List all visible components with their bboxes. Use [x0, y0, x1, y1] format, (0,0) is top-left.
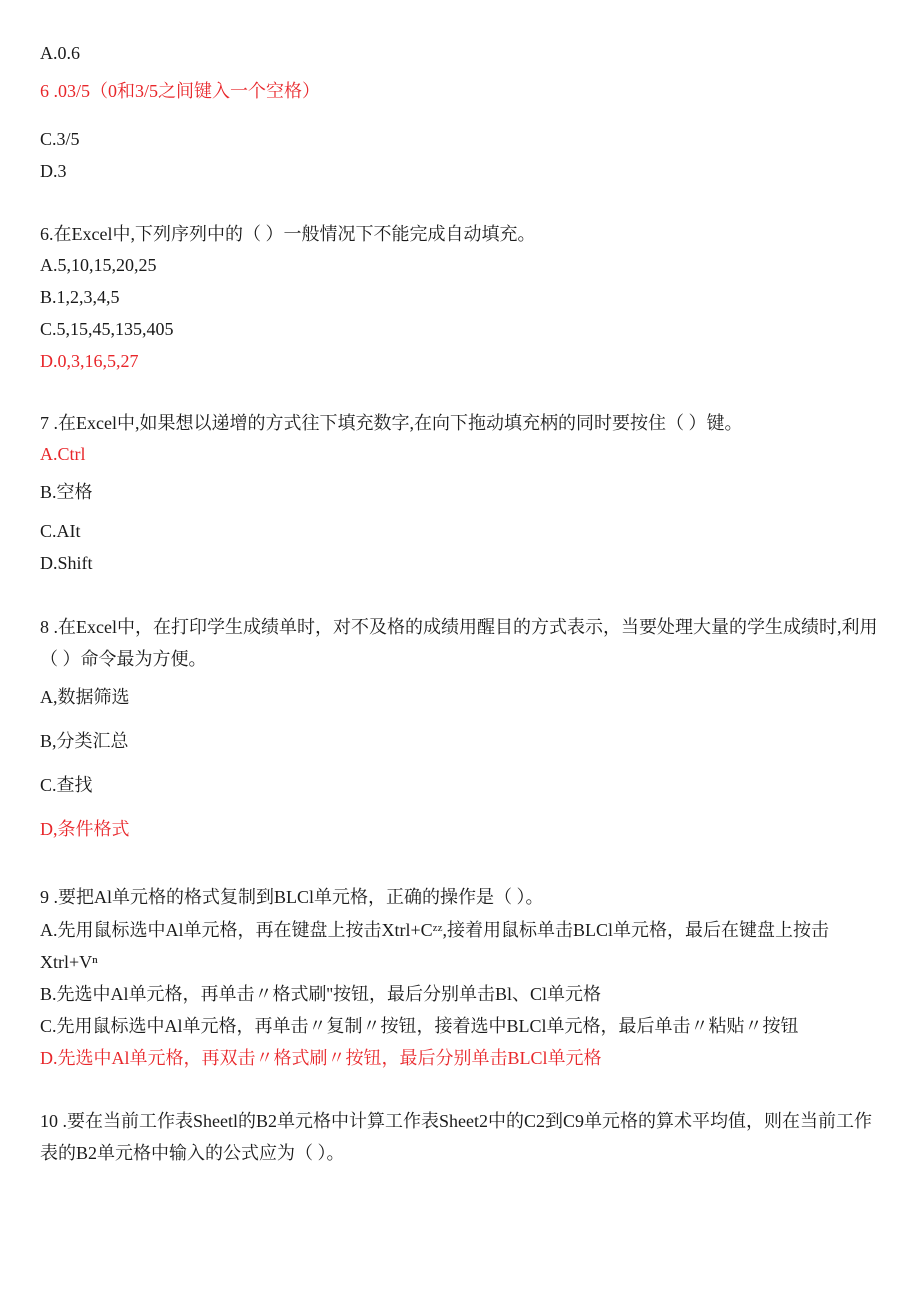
- q9-option-b: B.先选中Al单元格，再单击〃格式刷''按钮，最后分别单击Bl、Cl单元格: [40, 984, 602, 1004]
- q8-option-d-correct: D,条件格式: [40, 819, 130, 839]
- q5-option-b-correct: 6 .03/5（0和3/5之间键入一个空格）: [40, 81, 321, 101]
- q9-option-d-correct: D.先选中Al单元格，再双击〃格式刷〃按钮，最后分别单击BLCl单元格: [40, 1048, 602, 1068]
- q5-option-a: A.0.6: [40, 43, 80, 63]
- q9-question: 9 .要把Al单元格的格式复制到BLCl单元格，正确的操作是（ ）。: [40, 887, 544, 907]
- q5-option-c: C.3/5: [40, 129, 80, 149]
- q7-option-a-correct: A.Ctrl: [40, 444, 86, 464]
- q7-question: 7 .在Excel中,如果想以递增的方式往下填充数字,在向下拖动填充柄的同时要按住（ ）键。: [40, 413, 743, 433]
- q6-option-b: B.1,2,3,4,5: [40, 287, 120, 307]
- q6-question: 6.在Excel中,下列序列中的（ ）一般情况下不能完成自动填充。: [40, 224, 536, 244]
- q8-question: 8 .在Excel中，在打印学生成绩单时，对不及格的成绩用醒目的方式表示，当要处理大量的学生成绩时,利用（ ）命令最为方便。: [40, 617, 878, 669]
- q8-option-b: B,分类汇总: [40, 731, 129, 751]
- q5-option-d: D.3: [40, 161, 67, 181]
- q6-option-d-correct: D.0,3,16,5,27: [40, 351, 139, 371]
- q6-option-a: A.5,10,15,20,25: [40, 255, 157, 275]
- q6-option-c: C.5,15,45,135,405: [40, 319, 174, 339]
- q7-option-c: C.AIt: [40, 521, 81, 541]
- q8-option-a: A,数据筛选: [40, 687, 130, 707]
- q7-option-d: D.Shift: [40, 553, 93, 573]
- q9-option-c: C.先用鼠标选中Al单元格，再单击〃复制〃按钮，接着选中BLCl单元格，最后单击〃粘贴〃按钮: [40, 1016, 799, 1036]
- q10-question: 10 .要在当前工作表Sheetl的B2单元格中计算工作表Sheet2中的C2到C9单元格的算术平均值，则在当前工作表的B2单元格中输入的公式应为（ ）。: [40, 1111, 872, 1163]
- q8-option-c: C.查找: [40, 775, 93, 795]
- q7-option-b: B.空格: [40, 482, 93, 502]
- q9-option-a: A.先用鼠标选中Al单元格，再在键盘上按击Xtrl+Cᶻᶻ,接着用鼠标单击BLCl单元格，最后在键盘上按击Xtrl+Vⁿ: [40, 920, 830, 972]
